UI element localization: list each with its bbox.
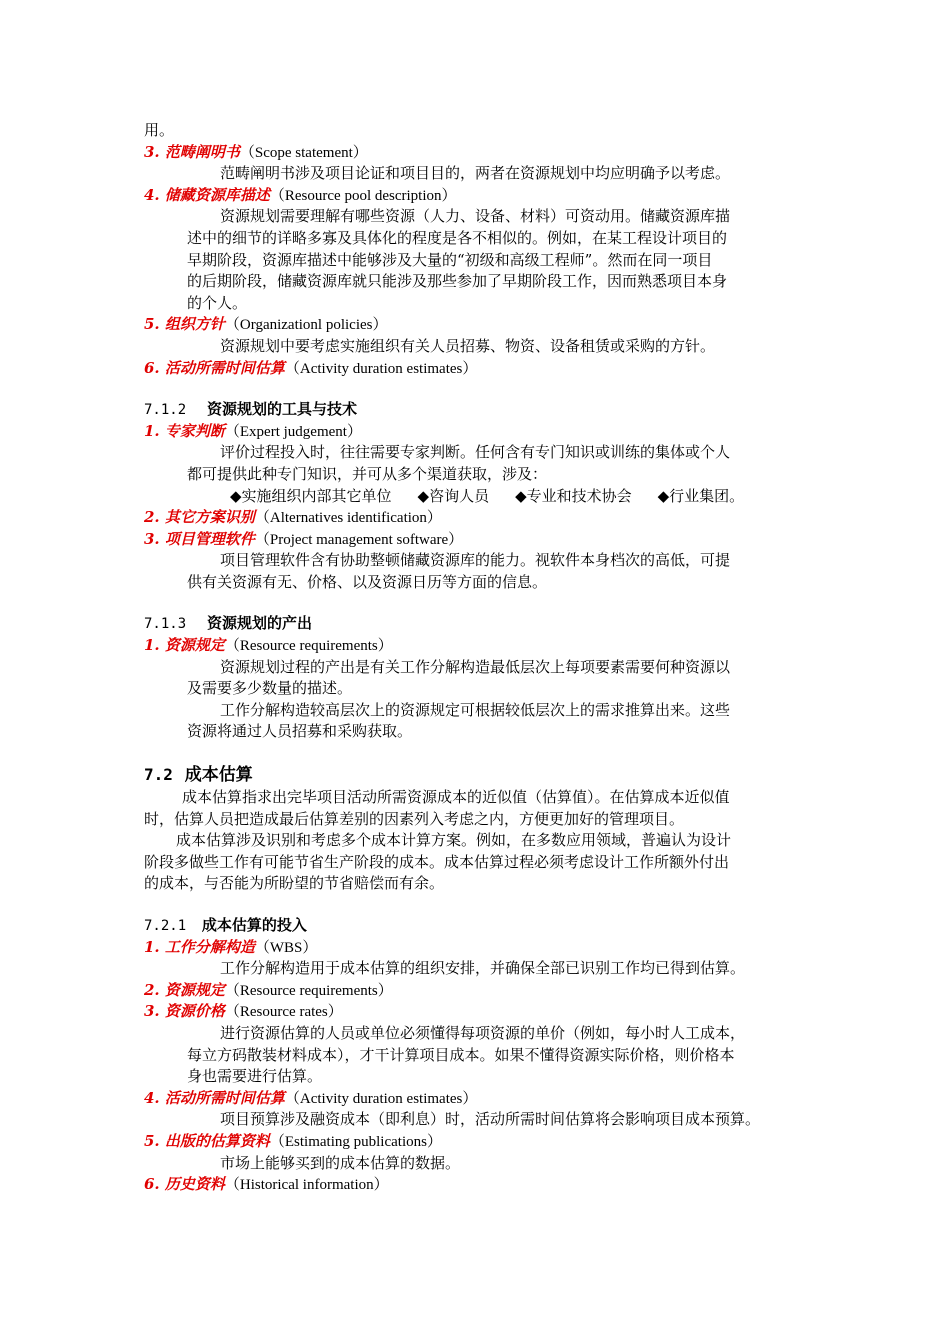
bullet-item: ◆实施组织内部其它单位: [230, 486, 392, 505]
body-text: 评价过程投入时，往往需要专家判断。任何含有专门知识或训练的集体或个人: [220, 443, 731, 462]
item-english: （Historical information）: [224, 1177, 389, 1194]
item-title: 3. 项目管理软件: [144, 529, 255, 548]
body-text: 资源规划中要考虑实施组织有关人员招募、物资、设备租赁或采购的方针。: [220, 336, 716, 355]
item-title: 6. 历史资料: [144, 1175, 225, 1194]
body-text: 身也需要进行估算。: [187, 1067, 323, 1086]
list-item-heading: [144, 314, 824, 336]
body-text: 项目预算涉及融资成本（即利息）时，活动所需时间估算将会影响项目成本预算。: [220, 1110, 761, 1129]
item-english: （Resource requirements）: [224, 982, 393, 999]
subsection-heading: [144, 399, 824, 421]
list-item-heading: [144, 529, 824, 551]
section-number: 7.2: [144, 765, 173, 785]
body-text: 资源将通过人员招募和采购获取。: [187, 722, 413, 741]
body-text: 成本估算指求出完毕项目活动所需资源成本的近似值（估算值）。在估算成本近似值: [182, 788, 730, 807]
item-english: （Alternatives identification）: [254, 510, 442, 527]
item-title: 1. 资源规定: [144, 636, 225, 655]
body-text: 用。: [144, 121, 175, 139]
list-item-heading: [144, 1131, 824, 1153]
item-title: 2. 资源规定: [144, 980, 225, 999]
subsection-title: 成本估算的投入: [201, 916, 307, 934]
item-title: 2. 其它方案识别: [144, 508, 255, 527]
list-item-heading: [144, 635, 824, 657]
item-english: （Scope statement）: [239, 144, 368, 161]
body-text: 成本估算涉及识别和考虑多个成本计算方案。例如，在多数应用领域，普遍认为设计: [176, 831, 732, 850]
bullet-list: [144, 486, 824, 508]
item-title: 1. 工作分解构造: [144, 937, 255, 956]
subsection-heading: [144, 613, 824, 635]
body-text: 项目管理软件含有协助整顿储藏资源库的能力。视软件本身档次的高低，可提: [220, 551, 731, 570]
document-body: [144, 120, 824, 1196]
body-text: 的后期阶段，储藏资源库就只能涉及那些参加了早期阶段工作，因而熟悉项目本身: [187, 272, 728, 291]
body-text: 都可提供此种专门知识，并可从多个渠道获取，涉及：: [187, 464, 548, 483]
item-title: 4. 活动所需时间估算: [144, 1088, 285, 1107]
item-title: 1. 专家判断: [144, 421, 225, 440]
body-text: 的成本，与否能为所盼望的节省赔偿而有余。: [144, 874, 445, 893]
body-text: 进行资源估算的人员或单位必须懂得每项资源的单价（例如，每小时人工成本，: [220, 1023, 746, 1042]
body-text: 时，估算人员把造成最后估算差别的因素列入考虑之内，方便更加好的管理项目。: [144, 809, 685, 828]
item-english: （Activity duration estimates）: [284, 360, 478, 377]
body-text: 早期阶段，资源库描述中能够涉及大量的“初级和高级工程师”。然而在同一项目: [187, 250, 713, 269]
body-text: 的个人。: [187, 293, 248, 312]
item-english: （Activity duration estimates）: [284, 1090, 478, 1107]
item-title: 3. 资源价格: [144, 1002, 225, 1021]
subsection-heading: [144, 915, 824, 937]
list-item-heading: [144, 1001, 824, 1023]
body-text: 阶段多做些工作有可能节省生产阶段的成本。成本估算过程必须考虑设计工作所额外付出: [144, 852, 730, 871]
section-title: 成本估算: [184, 765, 253, 786]
list-item-heading: [144, 421, 824, 443]
item-english: （Resource pool description）: [269, 187, 457, 204]
subsection-number: 7.1.3: [144, 616, 187, 633]
item-english: （Organizationl policies）: [224, 317, 388, 334]
body-text: 资源规划过程的产出是有关工作分解构造最低层次上每项要素需要何种资源以: [220, 657, 731, 676]
item-english: （Expert judgement）: [224, 423, 362, 440]
body-text: 每立方码散装材料成本），才干计算项目成本。如果不懂得资源实际价格，则价格本: [187, 1045, 735, 1064]
item-english: （Resource requirements）: [224, 638, 393, 655]
body-text: 及需要多少数量的描述。: [187, 679, 353, 698]
item-title: 4. 储藏资源库描述: [144, 185, 270, 204]
list-item-heading: [144, 937, 824, 959]
bullet-item: ◆行业集团。: [657, 486, 745, 505]
item-title: 5. 出版的估算资料: [144, 1131, 270, 1150]
item-title: 6. 活动所需时间估算: [144, 358, 285, 377]
item-english: （WBS）: [254, 939, 318, 956]
section-heading: [144, 763, 824, 787]
item-title: 5. 组织方针: [144, 315, 225, 334]
body-text: 市场上能够买到的成本估算的数据。: [220, 1153, 461, 1172]
body-text: 范畴阐明书涉及项目论证和项目目的，两者在资源规划中均应明确予以考虑。: [220, 164, 731, 183]
list-item-heading: [144, 1174, 824, 1196]
list-item-heading: [144, 185, 824, 207]
bullet-item: ◆专业和技术协会: [515, 486, 632, 505]
subsection-title: 资源规划的产出: [207, 614, 313, 633]
body-text: 工作分解构造较高层次上的资源规定可根据较低层次上的需求推算出来。这些: [220, 700, 731, 719]
item-english: （Estimating publications）: [269, 1133, 442, 1150]
item-english: （Resource rates）: [224, 1004, 343, 1021]
list-item-heading: [144, 142, 824, 164]
subsection-title: 资源规划的工具与技术: [207, 400, 358, 419]
list-item-heading: [144, 507, 824, 529]
item-english: （Project management software）: [254, 531, 464, 548]
body-text: 述中的细节的详略多寡及具体化的程度是各不相似的。例如，在某工程设计项目的: [187, 228, 728, 247]
list-item-heading: [144, 1088, 824, 1110]
bullet-item: ◆咨询人员: [417, 486, 490, 505]
item-title: 3. 范畴阐明书: [144, 142, 240, 161]
body-text: 资源规划需要理解有哪些资源（人力、设备、材料）可资动用。储藏资源库描: [220, 207, 731, 226]
list-item-heading: [144, 358, 824, 380]
subsection-number: 7.2.1: [144, 918, 187, 934]
subsection-number: 7.1.2: [144, 402, 187, 419]
body-text: 工作分解构造用于成本估算的组织安排，并确保全部已识别工作均已得到估算。: [220, 959, 746, 978]
body-text: 供有关资源有无、价格、以及资源日历等方面的信息。: [187, 572, 548, 591]
list-item-heading: [144, 980, 824, 1002]
